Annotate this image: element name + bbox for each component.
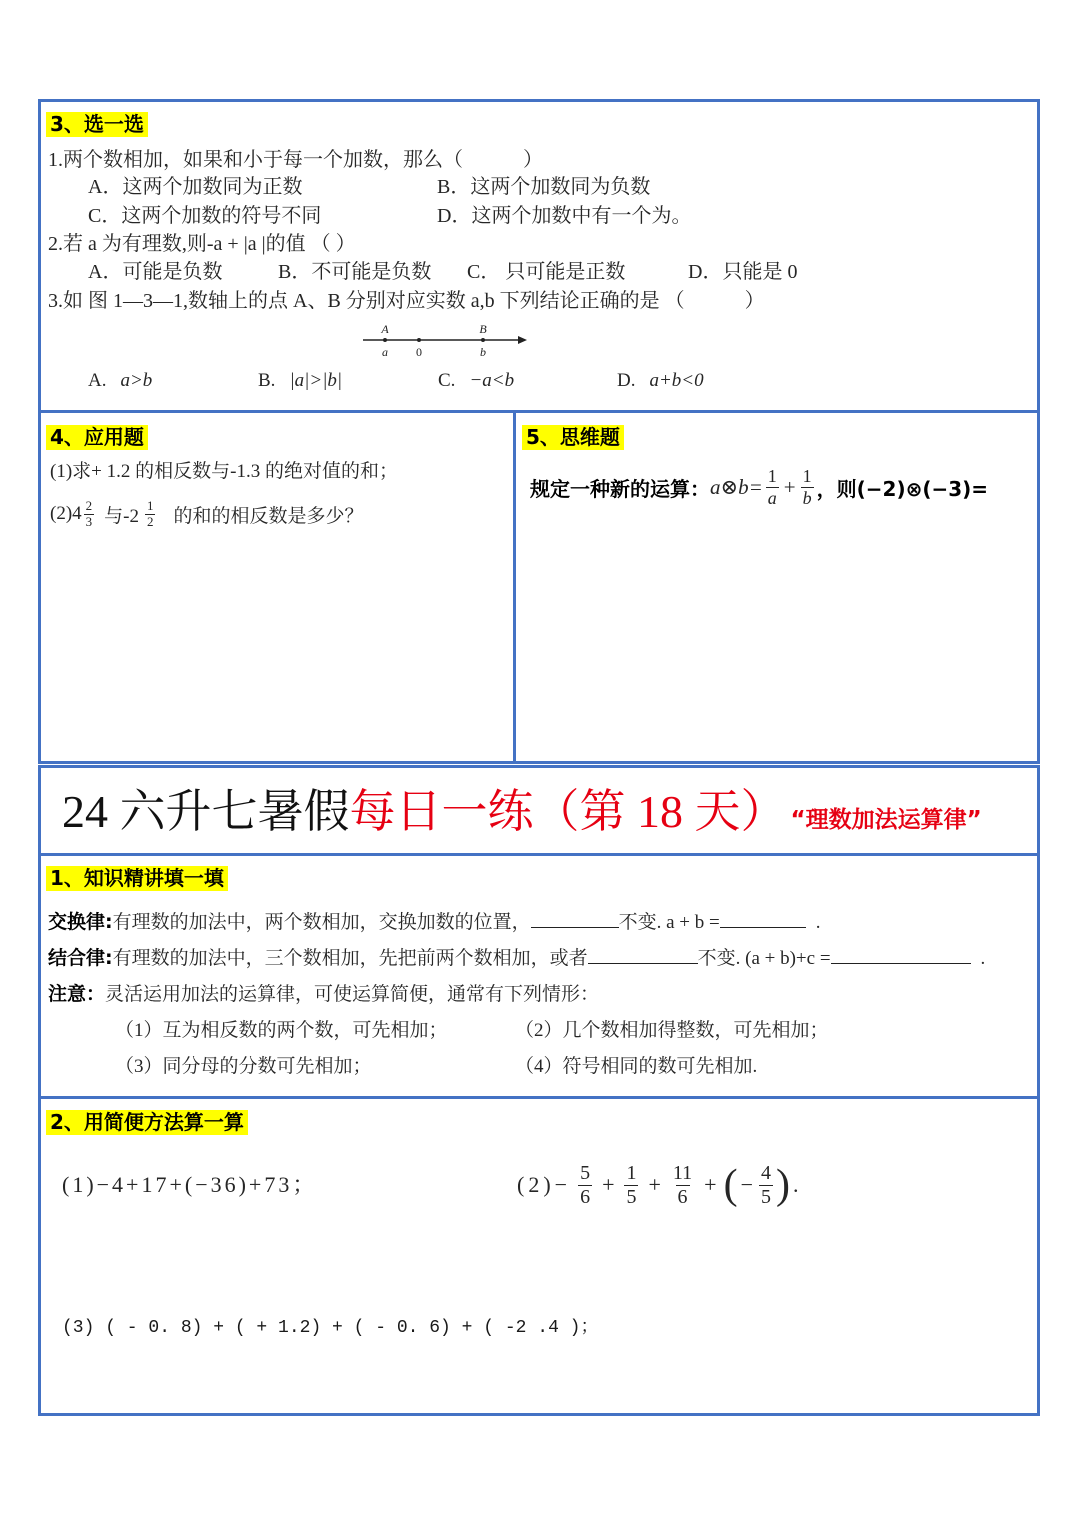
case-item-1: （1）互为相反数的两个数，可先相加；	[115, 1020, 448, 1041]
plus-sign: +	[704, 1172, 717, 1197]
q3-option-c-expr: −a<b	[469, 370, 515, 391]
number-line	[355, 318, 530, 362]
note-text: 灵活运用加法的运算律，可使运算简便，通常有下列情形：	[105, 984, 600, 1005]
q3-stem: 3.如 图 1—3—1,数轴上的点 A、B 分别对应实数 a,b 下列结论正确的是 （ ）	[48, 290, 765, 312]
thinking-problem-tail: ，则(−2)⊗(−3)=	[816, 476, 989, 501]
q3-option-c	[438, 368, 514, 394]
application-problem-2	[50, 492, 364, 536]
problem-2-suffix: 的和的相反数是多少？	[173, 505, 364, 527]
fraction-eleven-sixths	[671, 1162, 694, 1209]
q3-option-d-label: D.	[617, 370, 636, 391]
section3-header: 3、选一选	[46, 112, 148, 137]
commutative-law-line	[48, 909, 821, 935]
q1-stem: 1.两个数相加，如果和小于每一个加数，那么（ ）	[48, 149, 543, 171]
plus-sign: +	[602, 1172, 615, 1197]
q3-option-d-expr: a+b<0	[649, 370, 704, 391]
number-line-label-a: A	[381, 322, 389, 336]
fraction-five-sixths	[578, 1162, 592, 1209]
q1-option-a: A．这两个加数同为正数	[88, 176, 303, 198]
thinking-problem-lhs: a⊗b=	[710, 474, 763, 499]
note-term: 注意：	[48, 983, 106, 1005]
fraction-denominator: a	[767, 487, 777, 508]
note-line	[48, 981, 599, 1007]
associative-law-formula: 不变. (a + b)+c =	[697, 948, 831, 969]
fraction-numerator: 2	[85, 497, 93, 513]
fraction-denominator: b	[802, 487, 812, 508]
section2-header: 2、用简便方法算一算	[46, 1110, 248, 1135]
number-line-origin-label: 0	[416, 345, 422, 359]
q3-option-a-expr: a>b	[120, 370, 153, 391]
mixed-number-fraction	[84, 499, 95, 530]
title-red-part: 每日一练（第 18 天）	[349, 786, 787, 837]
fraction-numerator: 1	[767, 465, 777, 486]
fraction-numerator: 1	[626, 1161, 637, 1184]
number-line-origin-point	[417, 338, 421, 342]
fraction-numerator: 1	[802, 465, 812, 486]
number-line-point-a	[383, 338, 387, 342]
q2-option-b: B．不可能是负数	[278, 261, 432, 283]
section3-bottom-divider	[38, 410, 1040, 413]
section1-header: 1、知识精讲填一填	[46, 866, 228, 891]
q3-option-b	[258, 368, 342, 394]
fraction-denominator: 6	[580, 1185, 591, 1208]
fraction-denominator: 3	[85, 513, 93, 529]
q1-option-d: D．这两个加数中有一个为。	[437, 205, 692, 227]
calc-2-prefix: (2)−	[517, 1172, 572, 1197]
fill-blank	[831, 945, 971, 964]
associative-law-line	[48, 945, 985, 971]
q3-option-d	[617, 368, 704, 394]
number-line-arrow	[518, 336, 527, 344]
fraction-denominator: 5	[626, 1185, 637, 1208]
application-problem-1: (1)求+ 1.2 的相反数与-1.3 的绝对值的和；	[50, 461, 398, 482]
open-paren: (	[723, 1162, 738, 1208]
q3-option-a	[88, 368, 152, 394]
associative-law-end: .	[980, 948, 986, 969]
q3-option-a-label: A.	[88, 370, 107, 391]
fraction-denominator: 5	[761, 1185, 772, 1208]
fill-blank	[720, 909, 806, 928]
commutative-law-end: .	[815, 912, 821, 933]
fraction-numerator: 1	[146, 497, 154, 513]
associative-law-text: 有理数的加法中，三个数相加，先把前两个数相加，或者	[112, 948, 588, 969]
fraction-numerator: 11	[672, 1161, 693, 1184]
title-black-part: 24 六升七暑假	[62, 786, 350, 837]
title-bottom-divider	[38, 853, 1040, 856]
number-line-value-a: a	[382, 345, 388, 359]
fraction-one-over-a	[766, 466, 779, 508]
thinking-problem-lead: 规定一种新的运算：	[530, 476, 710, 501]
section4-section5-divider	[513, 412, 516, 762]
period: .	[793, 1172, 799, 1197]
page-title	[62, 782, 982, 842]
section1-bottom-divider	[38, 1096, 1040, 1099]
fraction-numerator: 5	[580, 1161, 591, 1184]
associative-law-term: 结合律:	[48, 947, 113, 969]
section5-header: 5、思维题	[522, 425, 624, 450]
q3-option-c-label: C.	[438, 370, 456, 391]
number-line-point-b	[481, 338, 485, 342]
calc-problem-1: (1)−4+17+(−36)+73；	[62, 1172, 318, 1197]
commutative-law-text: 有理数的加法中，两个数相加，交换加数的位置，	[112, 912, 531, 933]
title-subtitle: “理数加法运算律”	[790, 807, 982, 833]
commutative-law-term: 交换律:	[48, 911, 113, 933]
q2-option-d: D．只能是 0	[688, 261, 798, 283]
mixed-number-fraction	[145, 499, 156, 530]
minus-sign: −	[740, 1172, 754, 1197]
fill-blank	[588, 945, 698, 964]
fill-blank	[531, 909, 619, 928]
number-line-label-b: B	[479, 322, 487, 336]
fraction-denominator: 6	[677, 1185, 688, 1208]
close-paren: )	[776, 1162, 791, 1208]
plus-sign: +	[648, 1172, 661, 1197]
case-item-4: （4）符号相同的数可先相加.	[515, 1056, 758, 1077]
thinking-problem	[530, 461, 1036, 513]
fraction-one-fifth	[624, 1162, 638, 1209]
q3-option-b-expr: |a|>|b|	[289, 370, 343, 391]
thinking-problem-expression	[530, 461, 988, 513]
q1-option-c: C．这两个加数的符号不同	[88, 205, 322, 227]
case-item-3: （3）同分母的分数可先相加；	[115, 1056, 372, 1077]
q1-option-b: B．这两个加数同为负数	[437, 176, 651, 198]
number-line-value-b: b	[480, 345, 486, 359]
commutative-law-formula: 不变. a + b =	[618, 912, 720, 933]
q3-option-b-label: B.	[258, 370, 276, 391]
fraction-four-fifths	[759, 1162, 773, 1209]
fraction-denominator: 2	[146, 513, 154, 529]
problem-2-middle: 与-2	[104, 505, 139, 527]
fraction-numerator: 4	[761, 1161, 772, 1184]
fraction-one-over-b	[801, 466, 814, 508]
q2-option-c: C． 只可能是正数	[467, 261, 626, 283]
q2-stem: 2.若 a 为有理数,则-a + |a |的值 （ ）	[48, 233, 356, 255]
calc-problem-3: (3) ( - 0. 8) + ( + 1.2) + ( - 0. 6) + ( -2 .4 )；	[62, 1318, 599, 1338]
calc-problem-2	[517, 1158, 799, 1212]
section4-header: 4、应用题	[46, 425, 148, 450]
case-item-2: （2）几个数相加得整数，可先相加；	[515, 1020, 829, 1041]
q2-option-a: A．可能是负数	[88, 261, 223, 283]
problem-2-prefix: (2)4	[50, 503, 82, 524]
plus-sign: +	[783, 474, 796, 499]
